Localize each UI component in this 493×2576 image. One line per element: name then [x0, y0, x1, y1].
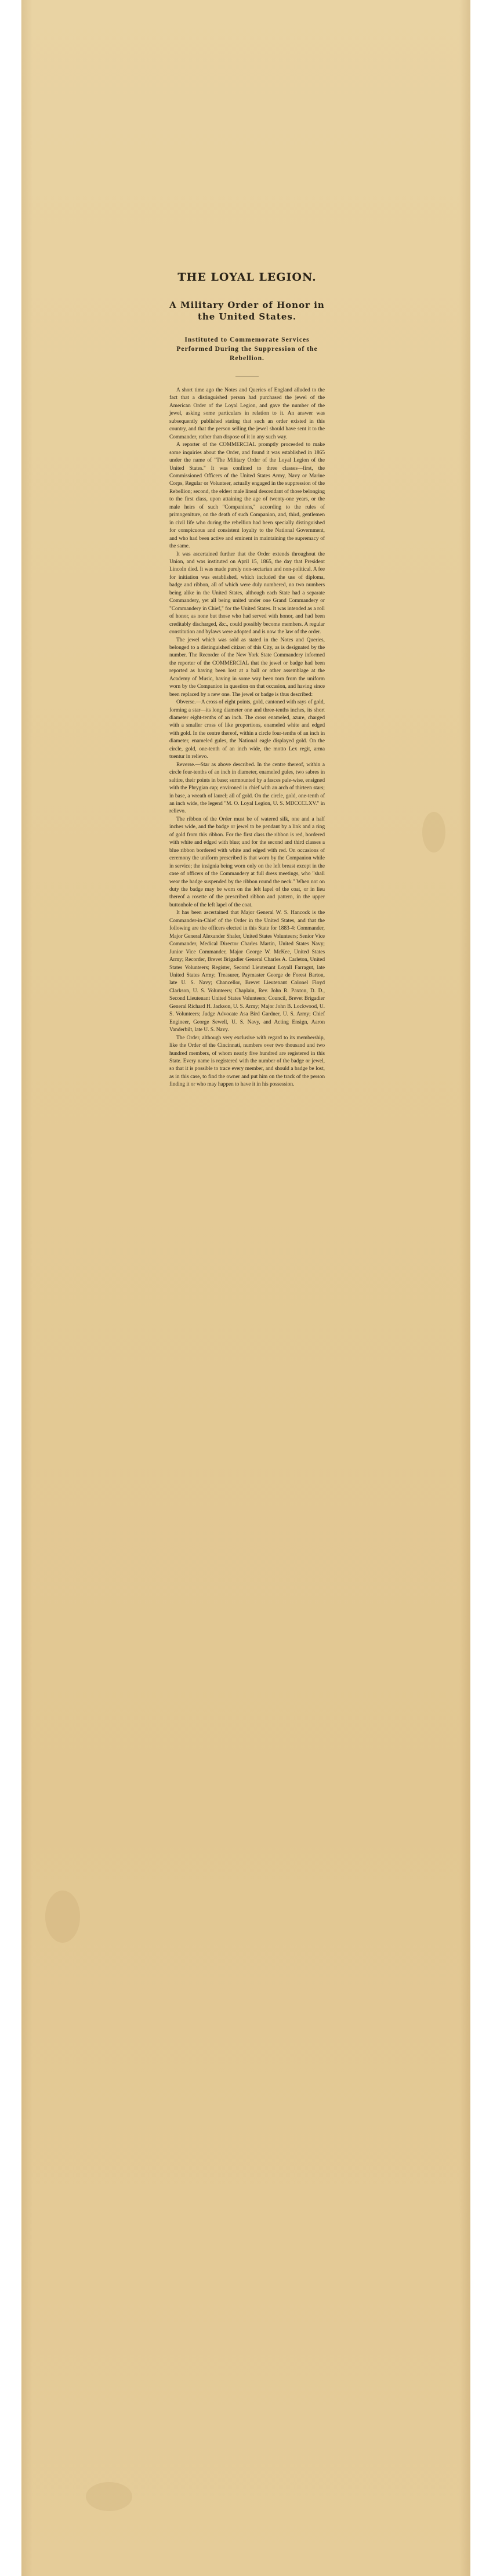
article-paragraph: Reverse.—Star as above described. In the centre thereof, within a circle four-tenths of an inch in diameter, enameled gules, two sabres in saltire, their points in base; surmounted by a fasces pale-wise, ensigned with the Phrygian cap; environed in chief with an arch of thirteen stars; in base, a wreath of laurel; all of gold. On the circle, gold, one-tenth of an inch wide, the legend "M. O. Loyal Legion, U. S. MDCCCLXV." in relievo. — [169, 761, 325, 815]
article-paragraph: A reporter of the COMMERCIAL promptly proceeded to make some inquiries about the Order, and found it was established in 1865 under the name of "The Military Order of the Loyal Legion of the United States." It was confined to three classes—first, the Commissioned Officers of the United States Army, Navy or Marine Corps, Regular or Volunteer, actually engaged in the suppression of the Rebellion; second, the eldest male lineal descendant of those belonging to the first class, upon attaining the age of twenty-one years, or the male heirs of such "Companions," according to the rules of primogeniture, on the death of such Companion, and, third, gentlemen in civil life who during the rebellion had been specially distinguished for conspicuous and consistent loyalty to the National Government, and who had been active and eminent in maintaining the supremacy of the same. — [169, 442, 325, 550]
paper-stain — [86, 2482, 132, 2511]
article-headline: THE LOYAL LEGION. — [177, 271, 317, 284]
article-paragraph: It was ascertained further that the Order extends throughout the Union, and was instituted on April 15, 1865, the day that President Lincoln died. It was made purely non-sectarian and non-political. A fee for initiation was established, which included the use of diploma, badge and ribbon, all of which were duly numbered, no two numbers being alike in the United States, although each State had a separate Commandery, yet all being united under one Grand Commandery or "Commandery in Chief," for the United States. It was intended as a roll of honor, as none but those who had served with honor, and had been creditably discharged, &c., could possibly become members. A regular constitution and bylaws were adopted and is now the law of the order. — [169, 551, 325, 636]
paper-stain — [45, 1891, 80, 1943]
article-paragraph: It has been ascertained that Major General W. S. Hancock is the Commander-in-Chief of the Order in the United States, and that the following are the officers elected in this State for 1883-4: Commander, Major General Alexander Shaler, United States Volunteers; Senior Vice Commander, Medical Director Charles Martin, United States Navy; Junior Vice Commander, Major George W. McKee, United States Army; Recorder, Brevet Brigadier General Charles A. Carleton, United States Volunteers; Register, Second Lieutenant Loyall Farragut, late United States Army; Treasurer, Paymaster George de Forest Barton, late U. S. Navy; Chancellor, Brevet Lieutenant Colonel Floyd Clarkson, U. S. Volunteers; Chaplain, Rev. John R. Paxton, D. D., Second Lieutenant United States Volunteers; Council, Brevet Brigadier General Richard H. Jackson, U. S. Army; Major John B. Lockwood, U. S. Volunteers; Judge Advocate Asa Bird Gardner, U. S. Army; Chief Engineer, George Sewell, U. S. Navy, and Acting Ensign, Aaron Vanderbilt, late U. S. Navy. — [169, 910, 325, 1033]
article-subsubheadline: Instituted to Commemorate Services Performed During the Suppression of the Rebellion. — [176, 336, 318, 362]
article — [169, 270, 325, 2423]
article-paragraph: A short time ago the Notes and Queries of England alluded to the fact that a distinguished person had purchased the jewel of the American Order of the Loyal Legion, and gave the number of the jewel, asking some particulars in relation to it. An answer was subsequently published stating that such an order existed in this country, and that the person selling the jewel should have sent it to the Commander, rather than dispose of it in any such way. — [169, 387, 325, 440]
article-paragraph: Obverse.—A cross of eight points, gold, cantoned with rays of gold, forming a star—its long diameter one and three-tenths inches, its short diameter eight-tenths of an inch. The cross enameled, azure, charged with a smaller cross of like proportions, enameled white and edged with gold. In the centre thereof, within a circle four-tenths of an inch in diameter, enameled gules, the National eagle displayed gold. On the circle, gold, one-tenth of an inch wide, the motto Lex regit, arma tuentur in relievo. — [169, 699, 325, 760]
article-body — [169, 387, 325, 1089]
article-paragraph: The jewel which was sold as stated in the Notes and Queries, belonged to a distinguished citizen of this City, as is designated by the number. The Recorder of the New York State Commandery informed the reporter of the COMMERCIAL that the jewel or badge had been reported as having been lost at a ball or other assemblage at the Academy of Music, having in some way been torn from the uniform worn by the Companion in question on that occasion, and having since been replaced by a new one. The jewel or badge is thus described: — [169, 637, 325, 698]
article-paragraph: The ribbon of the Order must be of watered silk, one and a half inches wide, and the badge or jewel to be pendant by a link and a ring of gold from this ribbon. For the first class the ribbon is red, bordered with white and edged with blue; and for the second and third classes a blue ribbon bordered with white and edged with red. On occasions of ceremony the uniform prescribed is that worn by the Companion while in service; the insignia being worn only on the left breast except in the case of officers of the Commandery at full dress meetings, who "shall wear the badge suspended by the ribbon round the neck." When not on duty the badge may be worn on the left lapel of the coat, or in lieu thereof a rosette of the prescribed ribbon and pattern, in the upper buttonhole of the left lapel of the coat. — [169, 816, 325, 908]
paper-stain — [422, 812, 445, 852]
article-paragraph: The Order, although very exclusive with regard to its membership, like the Order of the Cincinnati, numbers over two thousand and two hundred members, of whom nearly five hundred are registered in this State. Every name is registered with the number of the badge or jewel, so that it is possible to trace every member, and should a badge be lost, as in this case, to find the owner and put him on the track of the person finding it or who may happen to have it in his possession. — [169, 1035, 325, 1088]
article-subheadline: A Military Order of Honor in the United States. — [169, 300, 325, 322]
